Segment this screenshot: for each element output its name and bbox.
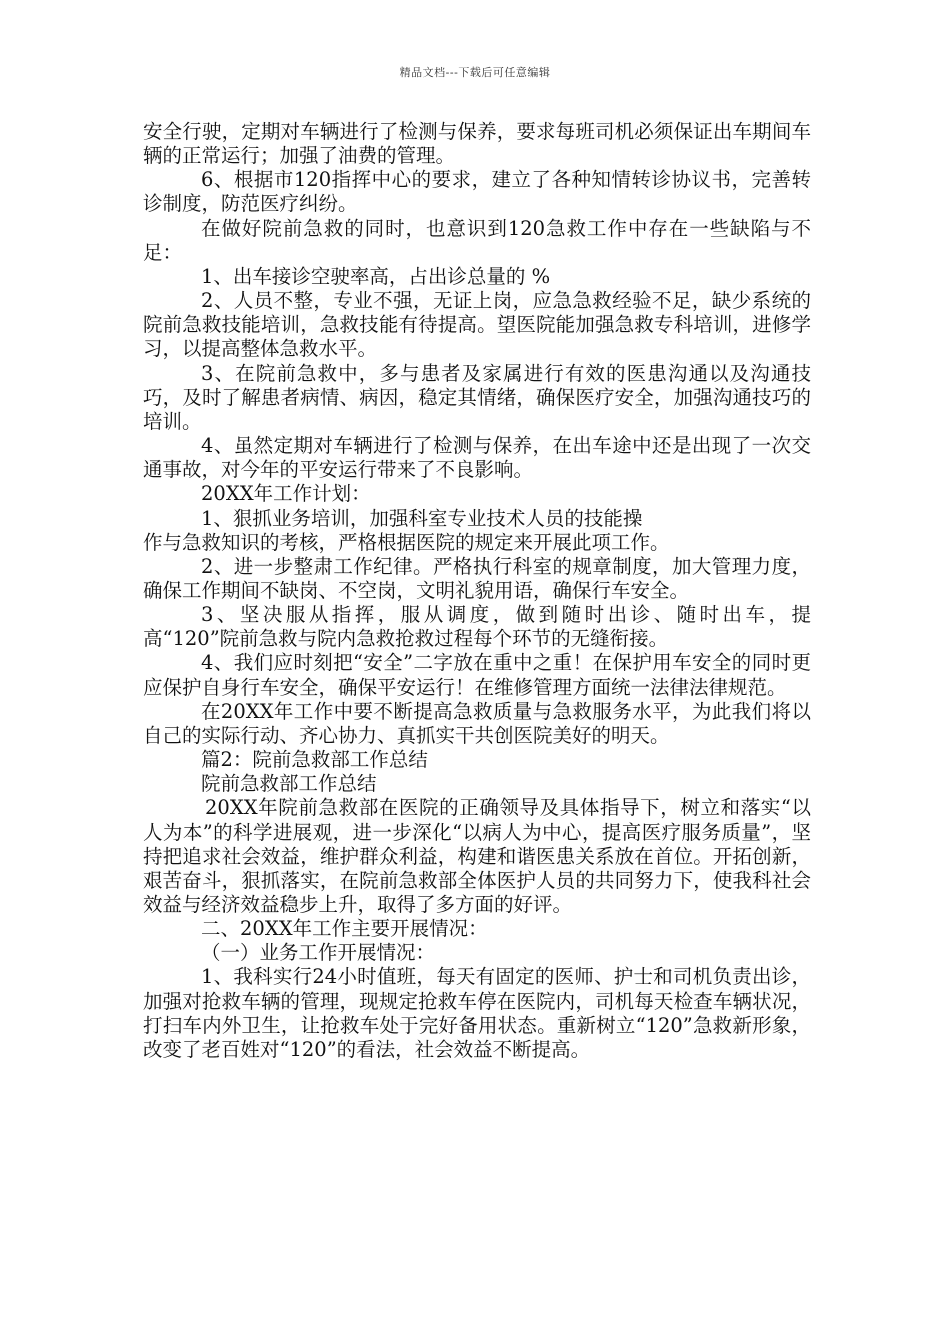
- paragraph-10: 作与急救知识的考核，严格根据医院的规定来开展此项工作。: [143, 530, 670, 554]
- paragraph-5: 2、人员不整，专业不强，无证上岗，应急急救经验不足，缺少系统的院前急救技能培训，急救技能有待提高。望医院能加强急救专科培训，进修学习，以提高整体急救水平。: [143, 289, 811, 361]
- paragraph-2: 6、根据市120指挥中心的要求，建立了各种知情转诊协议书，完善转诊制度，防范医疗纠纷。: [143, 168, 811, 216]
- paragraph-11: 2、进一步整肃工作纪律。严格执行科室的规章制度，加大管理力度，确保工作期间不缺岗、不空岗，文明礼貌用语，确保行车安全。: [143, 554, 811, 602]
- paragraph-18: 二、20XX年工作主要开展情况：: [201, 917, 488, 941]
- paragraph-3: 在做好院前急救的同时，也意识到120急救工作中存在一些缺陷与不足：: [143, 216, 811, 264]
- paragraph-13: 4、我们应时刻把“安全”二字放在重中之重！在保护用车安全的同时更应保护自身行车安全，确保平安运行！在维修管理方面统一法律法律规范。: [143, 651, 811, 699]
- paragraph-19: （一）业务工作开展情况：: [201, 941, 436, 965]
- paragraph-17: 20XX年院前急救部在医院的正确领导及具体指导下，树立和落实“以人为本”的科学进展观，进一步深化“以病人为中心，提高医疗服务质量”，坚持把追求社会效益，维护群众利益，构建和谐医患关系放在首位。开拓创新，艰苦奋斗，狠抓落实，在院前急救部全体医护人员的共同努力下，使我科社会效益与经济效益稳步上升，取得了多方面的好评。: [143, 796, 811, 916]
- page-header: 精品文档---下载后可任意编辑: [399, 66, 551, 79]
- paragraph-1: 安全行驶，定期对车辆进行了检测与保养，要求每班司机必须保证出车期间车辆的正常运行；加强了油费的管理。: [143, 120, 811, 168]
- paragraph-4: 1、出车接诊空驶率高，占出诊总量的 %: [201, 264, 551, 288]
- paragraph-20: 1、我科实行24小时值班，每天有固定的医师、护士和司机负责出诊，加强对抢救车辆的管理，现规定抢救车停在医院内，司机每天检查车辆状况，打扫车内外卫生，让抢救车处于完好备用状态。重新树立“120”急救新形象，改变了老百姓对“120”的看法，社会效益不断提高。: [143, 965, 811, 1061]
- paragraph-12: 3、坚决服从指挥，服从调度，做到随时出诊、随时出车，提高“120”院前急救与院内急救抢救过程每个环节的无缝衔接。: [143, 603, 811, 651]
- paragraph-16: 院前急救部工作总结: [201, 772, 377, 796]
- paragraph-9: 1、狠抓业务培训，加强科室专业技术人员的技能操: [201, 506, 643, 530]
- paragraph-8: 20XX年工作计划：: [201, 482, 371, 506]
- document-body: [143, 120, 811, 1062]
- paragraph-14: 在20XX年工作中要不断提高急救质量与急救服务水平，为此我们将以自己的实际行动、齐心协力、真抓实干共创医院美好的明天。: [143, 699, 811, 747]
- paragraph-7: 4、虽然定期对车辆进行了检测与保养，在出车途中还是出现了一次交通事故，对今年的平安运行带来了不良影响。: [143, 434, 811, 482]
- paragraph-15: 篇2：院前急救部工作总结: [201, 748, 428, 772]
- paragraph-6: 3、在院前急救中，多与患者及家属进行有效的医患沟通以及沟通技巧，及时了解患者病情、病因，稳定其情绪，确保医疗安全，加强沟通技巧的培训。: [143, 361, 811, 433]
